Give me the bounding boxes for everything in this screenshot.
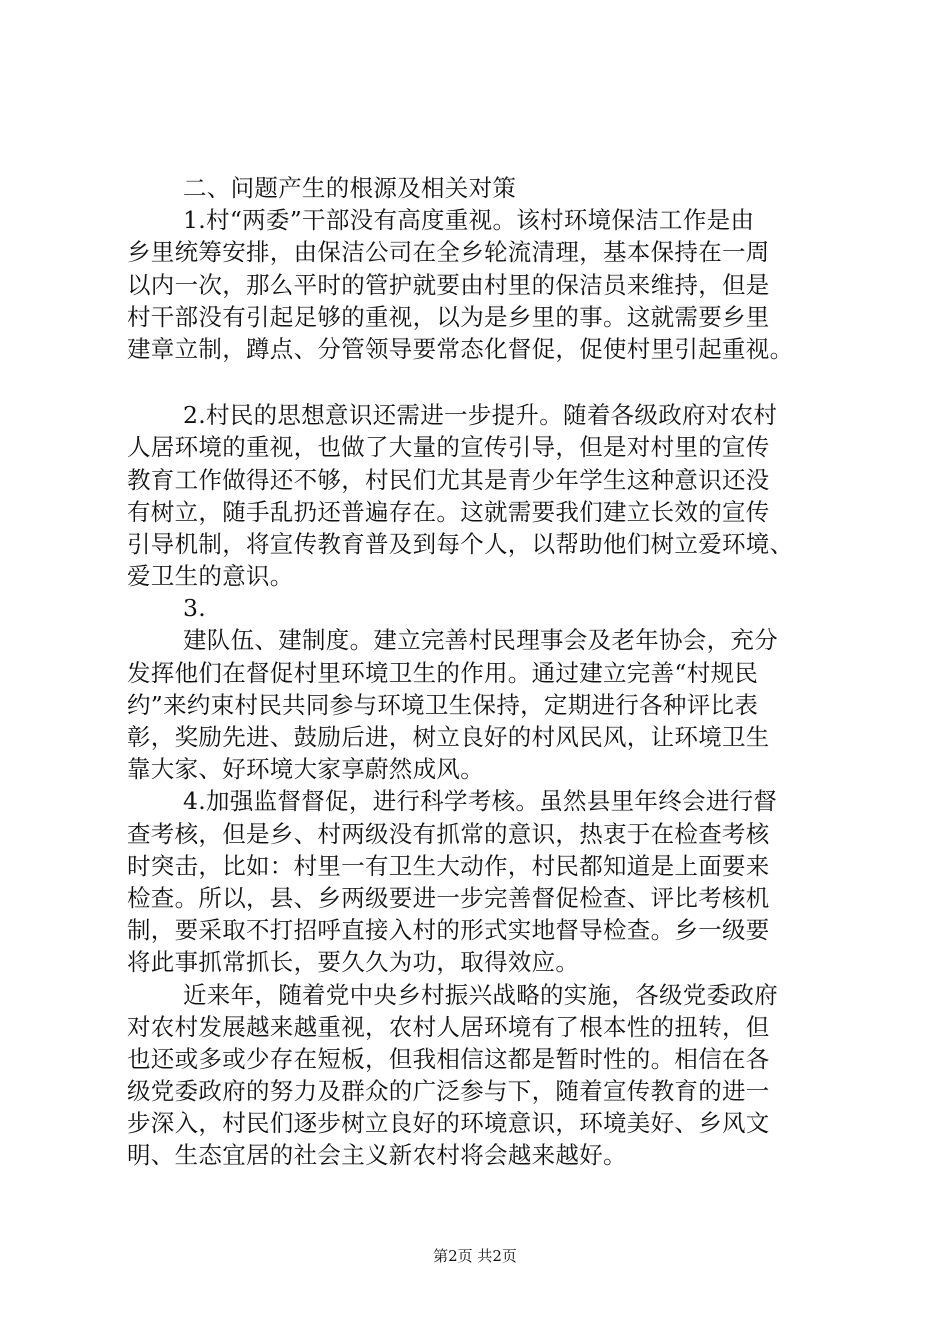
paragraph-first-line: 二、问题产生的根源及相关对策 bbox=[183, 174, 517, 202]
paragraph-line: 步深入，村民们逐步树立良好的环境意识，环境美好、乡风文 bbox=[127, 1109, 770, 1138]
document-body bbox=[127, 172, 847, 1172]
page-footer: 第2页 共2页 bbox=[433, 1247, 517, 1265]
paragraph-line: 乡里统筹安排，由保洁公司在全乡轮流清理，基本保持在一周 bbox=[127, 238, 770, 267]
paragraph-line: 时突击，比如：村里一有卫生大动作，村民都知道是上面要来 bbox=[127, 851, 770, 880]
paragraph-first-line: 建队伍、建制度。建立完善村民理事会及老年协会，充分 bbox=[183, 626, 778, 655]
paragraph-line: 将此事抓常抓长，要久久为功，取得效应。 bbox=[127, 948, 580, 977]
paragraph-line: 人居环境的重视，也做了大量的宣传引导，但是对村里的宣传 bbox=[127, 433, 770, 462]
paragraph-gap bbox=[127, 365, 847, 399]
paragraph-first-line: 4.加强监督督促，进行科学考核。虽然县里年终会进行督 bbox=[183, 787, 778, 816]
paragraph-first-line: 3. bbox=[183, 594, 207, 623]
paragraph-line: 有树立，随手乱扔还普遍存在。这就需要我们建立长效的宣传 bbox=[127, 497, 770, 526]
paragraph-line: 教育工作做得还不够，村民们尤其是青少年学生这种意识还没 bbox=[127, 465, 770, 494]
paragraph-line: 发挥他们在督促村里环境卫生的作用。通过建立完善“村规民 bbox=[127, 658, 759, 687]
paragraph-line: 以内一次，那么平时的管护就要由村里的保洁员来维持，但是 bbox=[127, 270, 770, 299]
paragraph-line: 明、生态宜居的社会主义新农村将会越来越好。 bbox=[127, 1141, 627, 1170]
paragraph-line: 爱卫生的意识。 bbox=[127, 562, 294, 591]
paragraph-line: 级党委政府的努力及群众的广泛参与下，随着宣传教育的进一 bbox=[127, 1077, 770, 1106]
paragraph-line: 检查。所以，县、乡两级要进一步完善督促检查、评比考核机 bbox=[127, 883, 770, 912]
paragraph-line: 靠大家、好环境大家享蔚然成风。 bbox=[127, 755, 484, 784]
paragraph-line: 制，要采取不打招呼直接入村的形式实地督导检查。乡一级要 bbox=[127, 916, 770, 945]
paragraph-line: 引导机制，将宣传教育普及到每个人，以帮助他们树立爱环境、 bbox=[127, 529, 794, 558]
paragraph-first-line: 1.村“两委”干部没有高度重视。该村环境保洁工作是由 bbox=[183, 206, 755, 235]
paragraph-line: 也还或多或少存在短板，但我相信这都是暂时性的。相信在各 bbox=[127, 1044, 770, 1073]
paragraph-line: 对农村发展越来越重视，农村人居环境有了根本性的扭转，但 bbox=[127, 1012, 770, 1041]
paragraph-first-line: 近来年，随着党中央乡村振兴战略的实施，各级党委政府 bbox=[183, 980, 778, 1009]
paragraph-first-line: 2.村民的思想意识还需进一步提升。随着各级政府对农村 bbox=[183, 401, 778, 430]
paragraph-line: 查考核，但是乡、村两级没有抓常的意识，热衷于在检查考核 bbox=[127, 819, 770, 848]
paragraph-line: 约”来约束村民共同参与环境卫生保持，定期进行各种评比表 bbox=[127, 690, 759, 719]
paragraph-line: 村干部没有引起足够的重视，以为是乡里的事。这就需要乡里 bbox=[127, 302, 770, 331]
paragraph-line: 建章立制，蹲点、分管领导要常态化督促，促使村里引起重视。 bbox=[127, 334, 794, 363]
paragraph-line: 彰，奖励先进、鼓励后进，树立良好的村风民风，让环境卫生 bbox=[127, 723, 770, 751]
